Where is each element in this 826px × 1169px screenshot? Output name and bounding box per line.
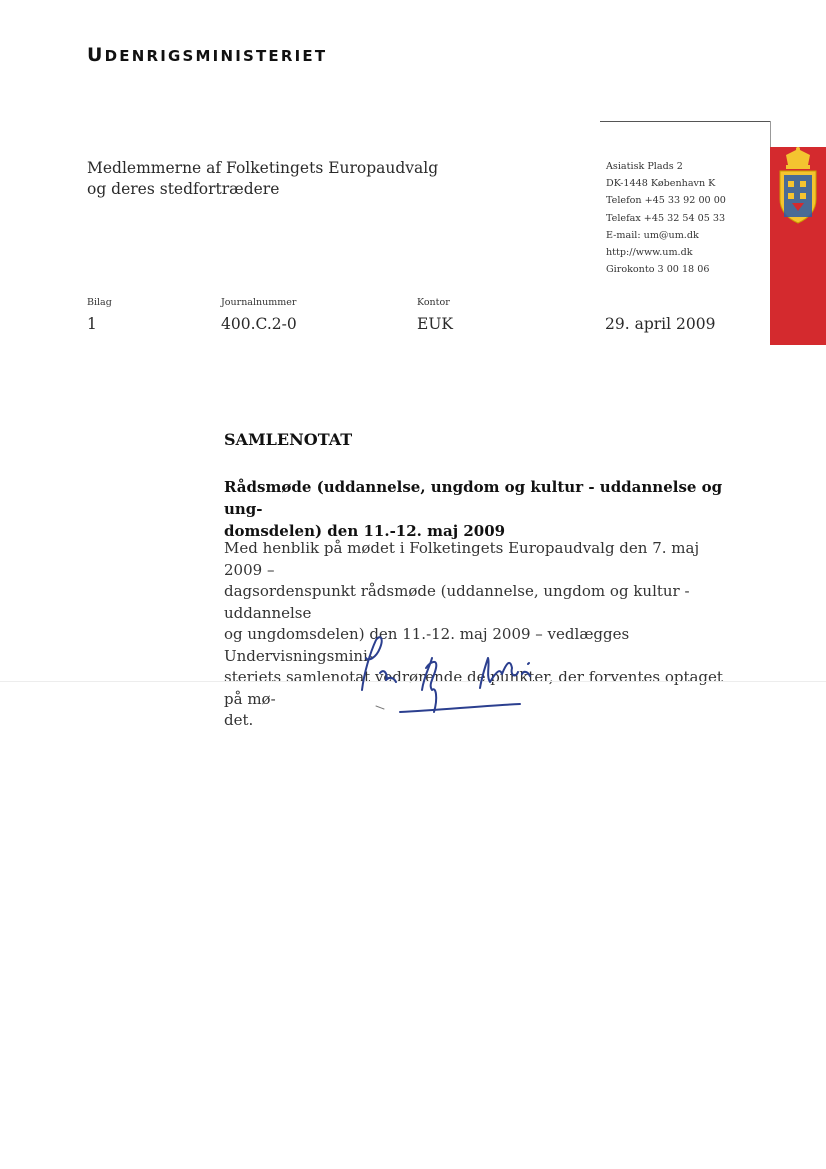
- body-line: og ungdomsdelen) den 11.-12. maj 2009 – vedlægges Undervisningsmini-: [224, 625, 630, 665]
- royal-crest-icon: [770, 147, 826, 345]
- recipient-line: og deres stedfortrædere: [87, 180, 280, 198]
- handwritten-signature: [340, 628, 540, 727]
- body-line: det.: [224, 711, 254, 729]
- subtitle-line: Rådsmøde (uddannelse, ungdom og kultur - uddannelse og ung-: [224, 478, 723, 518]
- kontor-value: EUK: [417, 315, 453, 333]
- address-line: Telefax +45 32 54 05 33: [606, 212, 726, 224]
- header-rule: [600, 121, 770, 122]
- address-line: DK-1448 København K: [606, 178, 716, 190]
- journal-value: 400.C.2-0: [221, 315, 297, 333]
- address-line: Girokonto 3 00 18 06: [606, 264, 710, 276]
- address-line: Asiatisk Plads 2: [606, 161, 683, 172]
- address-line: http://www.um.dk: [606, 247, 693, 259]
- subtitle-line: domsdelen) den 11.-12. maj 2009: [224, 522, 506, 540]
- bilag-label: Bilag: [87, 297, 112, 308]
- crest-banner: [770, 147, 826, 345]
- kontor-label: Kontor: [417, 297, 450, 308]
- address-block: [606, 158, 726, 278]
- body-line: steriets samlenotat vedrørende de punkter, der forventes optaget på mø-: [224, 668, 723, 708]
- recipient-line: Medlemmerne af Folketingets Europaudvalg: [87, 159, 439, 177]
- body-line: Med henblik på mødet i Folketingets Europaudvalg den 7. maj 2009 –: [224, 539, 700, 579]
- body-line: dagsordenspunkt rådsmøde (uddannelse, ungdom og kultur - uddannelse: [224, 582, 690, 622]
- address-line: E-mail: um@um.dk: [606, 229, 699, 241]
- recipient-block: [87, 158, 438, 200]
- bilag-value: 1: [87, 315, 97, 333]
- document-subtitle: [224, 476, 729, 542]
- ministry-name: UDENRIGSMINISTERIET: [87, 44, 328, 66]
- document-date: 29. april 2009: [605, 315, 716, 333]
- document-title: SAMLENOTAT: [224, 430, 353, 449]
- address-line: Telefon +45 33 92 00 00: [606, 195, 726, 207]
- journal-label: Journalnummer: [221, 297, 297, 308]
